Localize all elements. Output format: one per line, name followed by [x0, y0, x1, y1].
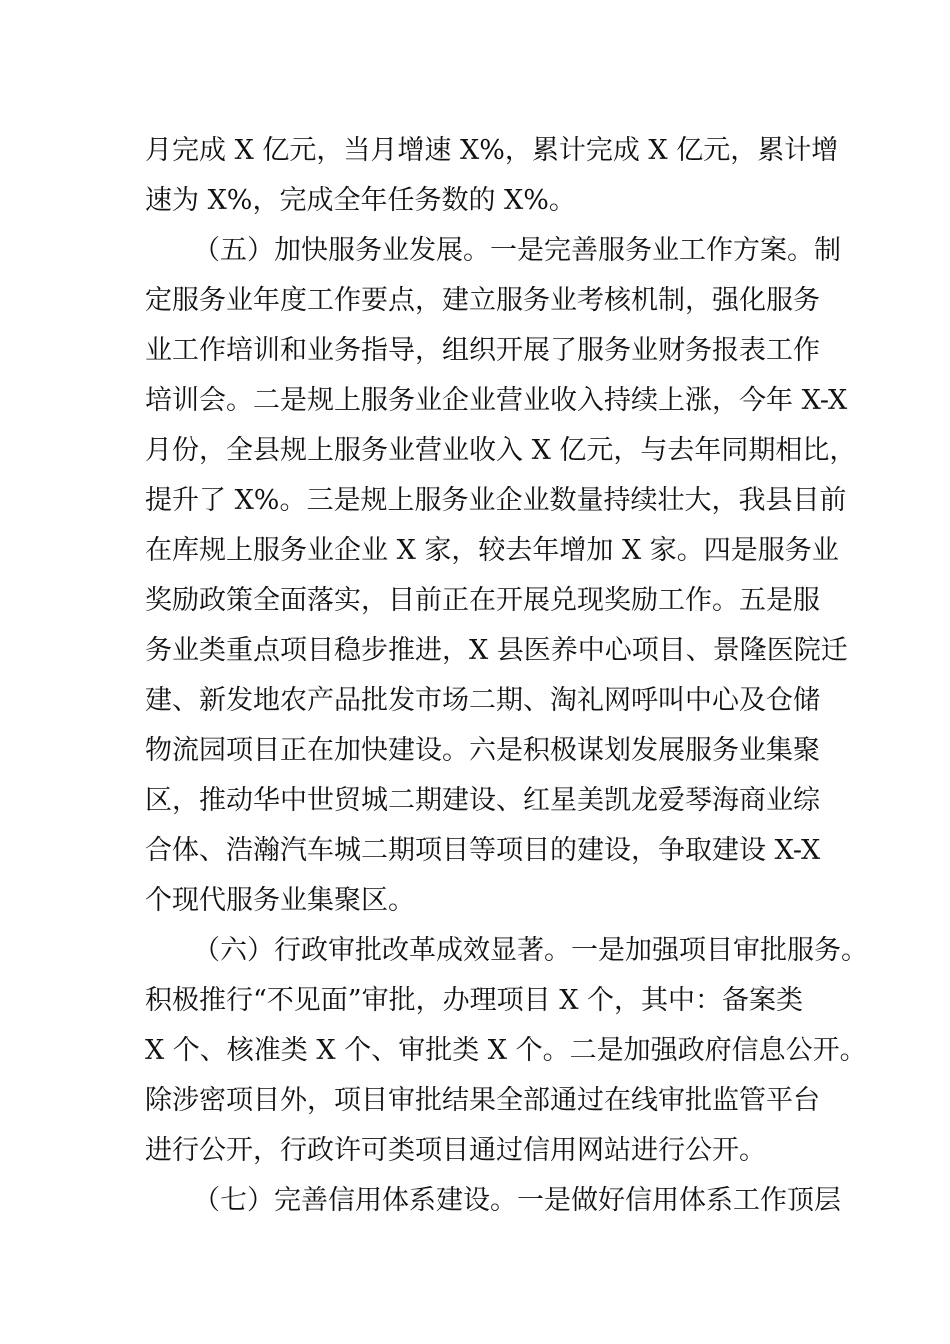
- text-line: 积极推行“不见面”审批，办理项目 X 个，其中：备案类: [145, 985, 803, 1016]
- text-line: 个现代服务业集聚区。: [145, 885, 415, 916]
- text-line: 业工作培训和业务指导，组织开展了服务业财务报表工作: [145, 335, 820, 366]
- text-line: 培训会。二是规上服务业企业营业收入持续上涨，今年 X-X: [145, 385, 848, 416]
- text-line: 月完成 X 亿元，当月增速 X%，累计完成 X 亿元，累计增: [145, 135, 839, 166]
- text-line: 在库规上服务业企业 X 家，较去年增加 X 家。四是服务业: [145, 535, 839, 566]
- text-line: 合体、浩瀚汽车城二期项目等项目的建设，争取建设 X-X: [145, 835, 821, 866]
- text-line: 奖励政策全面落实，目前正在开展兑现奖励工作。五是服: [145, 585, 820, 616]
- text-line: X 个、核准类 X 个、审批类 X 个。二是加强政府信息公开。: [145, 1035, 867, 1066]
- text-line: 速为 X%，完成全年任务数的 X%。: [145, 185, 576, 216]
- text-line: 区，推动华中世贸城二期建设、红星美凯龙爱琴海商业综: [145, 785, 820, 816]
- text-line: 物流园项目正在加快建设。六是积极谋划发展服务业集聚: [145, 735, 820, 766]
- text-line: 除涉密项目外，项目审批结果全部通过在线审批监管平台: [145, 1085, 820, 1116]
- text-line: 提升了 X%。三是规上服务业企业数量持续壮大，我县目前: [145, 485, 847, 516]
- text-line: 务业类重点项目稳步推进，X 县医养中心项目、景隆医院迁: [145, 635, 848, 666]
- paragraph-start-line: （六）行政审批改革成效显著。一是加强项目审批服务。: [193, 935, 868, 966]
- text-line: 进行公开，行政许可类项目通过信用网站进行公开。: [145, 1135, 766, 1166]
- paragraph-start-line: （五）加快服务业发展。一是完善服务业工作方案。制: [193, 235, 841, 266]
- text-line: 月份，全县规上服务业营业收入 X 亿元，与去年同期相比，: [145, 435, 857, 466]
- document-body: [145, 126, 868, 1226]
- text-line: 定服务业年度工作要点，建立服务业考核机制，强化服务: [145, 285, 820, 316]
- text-line: 建、新发地农产品批发市场二期、淘礼网呼叫中心及仓储: [145, 685, 820, 716]
- paragraph-start-line: （七）完善信用体系建设。一是做好信用体系工作顶层: [193, 1185, 841, 1216]
